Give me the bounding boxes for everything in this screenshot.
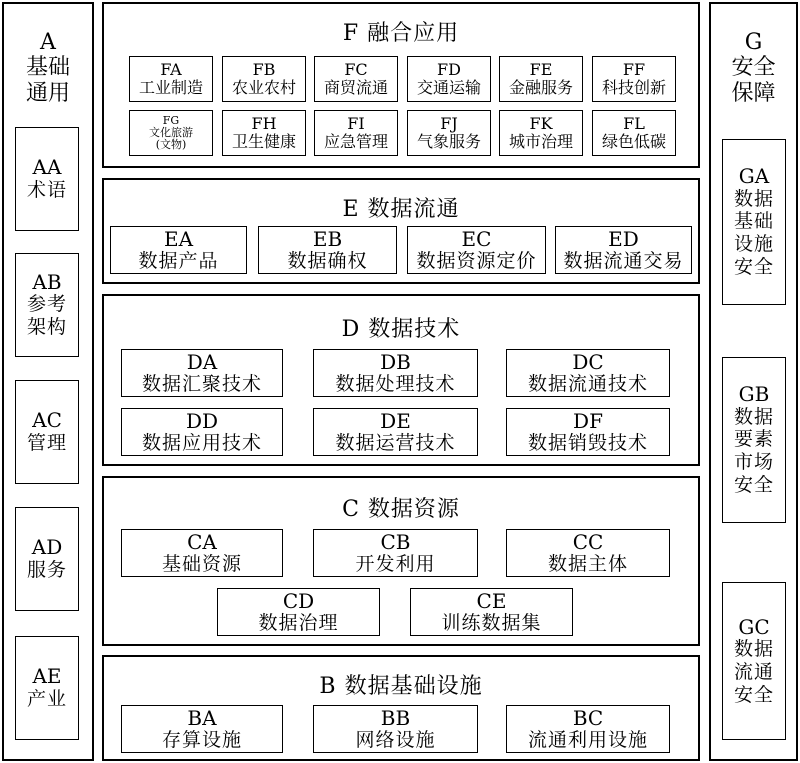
node-cc	[506, 529, 670, 577]
node-label: 金融服务	[508, 78, 573, 97]
node-label: 开发利用	[355, 552, 436, 575]
node-code: DA	[186, 350, 218, 375]
node-label: 产业	[26, 687, 67, 710]
layer-d-title: D 数据技术	[341, 317, 461, 342]
node-code: GB	[738, 382, 770, 407]
node-ba	[121, 705, 283, 753]
node-label: 流通利用设施	[527, 728, 648, 751]
node-ae	[15, 636, 79, 740]
node-label: 网络设施	[355, 728, 436, 751]
node-da	[121, 349, 283, 397]
node-code: CB	[380, 530, 411, 555]
node-code: CC	[572, 530, 604, 555]
node-label: 科技创新	[601, 78, 666, 97]
node-label: 数据销毁技术	[527, 431, 648, 454]
node-label: 训练数据集	[441, 611, 542, 634]
node-ac	[15, 380, 79, 484]
layer-c-title: C 数据资源	[342, 497, 460, 522]
node-label: 数据运营技术	[335, 431, 456, 454]
node-eb	[258, 226, 397, 274]
node-bb	[313, 705, 478, 753]
node-fh	[222, 110, 306, 156]
node-ea	[110, 226, 247, 274]
node-code: BC	[572, 706, 604, 731]
node-label: 数据汇聚技术	[141, 372, 262, 395]
node-label: 基础资源	[161, 552, 242, 575]
node-fj	[407, 110, 491, 156]
node-label: 数据流通交易	[563, 249, 684, 272]
node-ga	[722, 139, 786, 305]
node-fb	[222, 56, 306, 102]
node-code: EC	[461, 227, 492, 252]
node-fk	[499, 110, 583, 156]
node-label: 数据应用技术	[141, 431, 262, 454]
node-code: DF	[573, 409, 603, 434]
node-label: 要素	[733, 428, 774, 451]
column-a-title	[4, 30, 92, 106]
node-code: FJ	[440, 114, 458, 134]
node-label: 市场	[733, 451, 774, 474]
node-code: DE	[380, 409, 411, 434]
layer-f-title: F 融合应用	[342, 21, 460, 46]
node-code: FI	[347, 114, 365, 134]
column-a-title-line-1: 基础	[25, 55, 70, 81]
node-code: CD	[282, 589, 315, 614]
column-g-title-line-1: 安全	[731, 55, 776, 81]
node-code: FH	[251, 114, 277, 134]
node-code: FL	[623, 114, 645, 134]
node-code: AB	[32, 270, 62, 294]
node-label: 数据产品	[138, 249, 219, 272]
node-ed	[555, 226, 692, 274]
node-label: 架构	[26, 316, 67, 339]
node-aa	[15, 127, 79, 231]
node-label: 管理	[26, 431, 67, 454]
node-code: GA	[738, 164, 770, 189]
node-label: 商贸流通	[323, 78, 388, 97]
node-ad	[15, 507, 79, 611]
node-label: 数据确权	[287, 249, 368, 272]
node-label: 数据流通技术	[527, 372, 648, 395]
node-label: 卫生健康	[231, 132, 296, 151]
column-a-title-line-2: 通用	[25, 80, 70, 106]
node-fa	[129, 56, 213, 102]
node-label: 绿色低碳	[601, 132, 666, 151]
column-g-title	[711, 30, 796, 106]
layer-b-title: B 数据基础设施	[319, 674, 483, 699]
node-code: FA	[160, 60, 182, 80]
node-label: 安全	[733, 473, 774, 496]
node-fd	[407, 56, 491, 102]
node-code: FG	[162, 113, 180, 127]
node-label: 农业农村	[231, 78, 296, 97]
node-label: 文化旅游	[149, 125, 193, 139]
node-label: 安全	[733, 255, 774, 278]
node-code: BA	[187, 706, 217, 731]
node-label-sub: (文物)	[155, 138, 187, 152]
node-dd	[121, 408, 283, 456]
node-code: DB	[380, 350, 411, 375]
node-code: FK	[529, 114, 553, 134]
node-ce	[410, 588, 573, 636]
node-label: 安全	[733, 683, 774, 706]
node-code: ED	[608, 227, 639, 252]
node-code: AE	[32, 664, 62, 689]
node-fe	[499, 56, 583, 102]
node-label: 应急管理	[323, 132, 388, 151]
node-label: 数据	[733, 405, 774, 428]
column-a-code: A	[40, 30, 56, 55]
node-label: 气象服务	[416, 132, 481, 151]
column-g-title-line-2: 保障	[731, 80, 776, 106]
layer-e-title: E 数据流通	[342, 197, 460, 222]
node-ec	[407, 226, 546, 274]
node-code: BB	[380, 706, 411, 731]
node-ca	[121, 529, 283, 577]
node-code: FF	[622, 60, 646, 80]
node-fl	[592, 110, 676, 156]
node-label: 交通运输	[416, 78, 481, 97]
node-cb	[313, 529, 478, 577]
node-df	[506, 408, 670, 456]
node-code: CE	[476, 589, 507, 614]
node-code: DC	[572, 350, 604, 375]
node-ff	[592, 56, 676, 102]
node-label: 基础	[733, 210, 774, 233]
node-label: 设施	[733, 233, 774, 256]
node-label: 数据处理技术	[335, 372, 456, 395]
node-bc	[506, 705, 670, 753]
node-label: 存算设施	[161, 728, 242, 751]
node-gc	[722, 582, 786, 740]
node-label: 数据治理	[258, 611, 339, 634]
node-label: 术语	[26, 178, 67, 201]
node-code: DD	[185, 409, 219, 434]
column-g-code: G	[744, 30, 763, 55]
node-code: CA	[187, 530, 217, 555]
node-code: AC	[32, 408, 62, 433]
node-code: FC	[344, 60, 368, 80]
node-code: AA	[32, 155, 62, 180]
node-label: 服务	[26, 558, 67, 581]
node-code: FD	[437, 60, 461, 80]
node-code: EA	[163, 227, 194, 252]
node-code: EB	[312, 227, 343, 252]
node-code: AD	[31, 535, 63, 560]
node-code: FB	[252, 60, 276, 80]
node-cd	[217, 588, 380, 636]
node-label: 工业制造	[138, 78, 203, 97]
node-label: 数据	[733, 638, 774, 660]
node-db	[313, 349, 478, 397]
node-label: 数据主体	[547, 552, 628, 575]
node-de	[313, 408, 478, 456]
node-dc	[506, 349, 670, 397]
node-fc	[314, 56, 398, 102]
node-code: FE	[529, 60, 553, 80]
node-code: GC	[738, 614, 770, 639]
node-label: 参考	[26, 293, 67, 316]
node-label: 数据资源定价	[416, 249, 537, 272]
node-label: 流通	[733, 660, 774, 683]
node-fi	[314, 110, 398, 156]
node-label: 数据	[733, 187, 774, 210]
node-ab	[15, 253, 79, 357]
node-label: 城市治理	[508, 132, 573, 151]
node-fg	[129, 110, 213, 156]
node-gb	[722, 357, 786, 523]
